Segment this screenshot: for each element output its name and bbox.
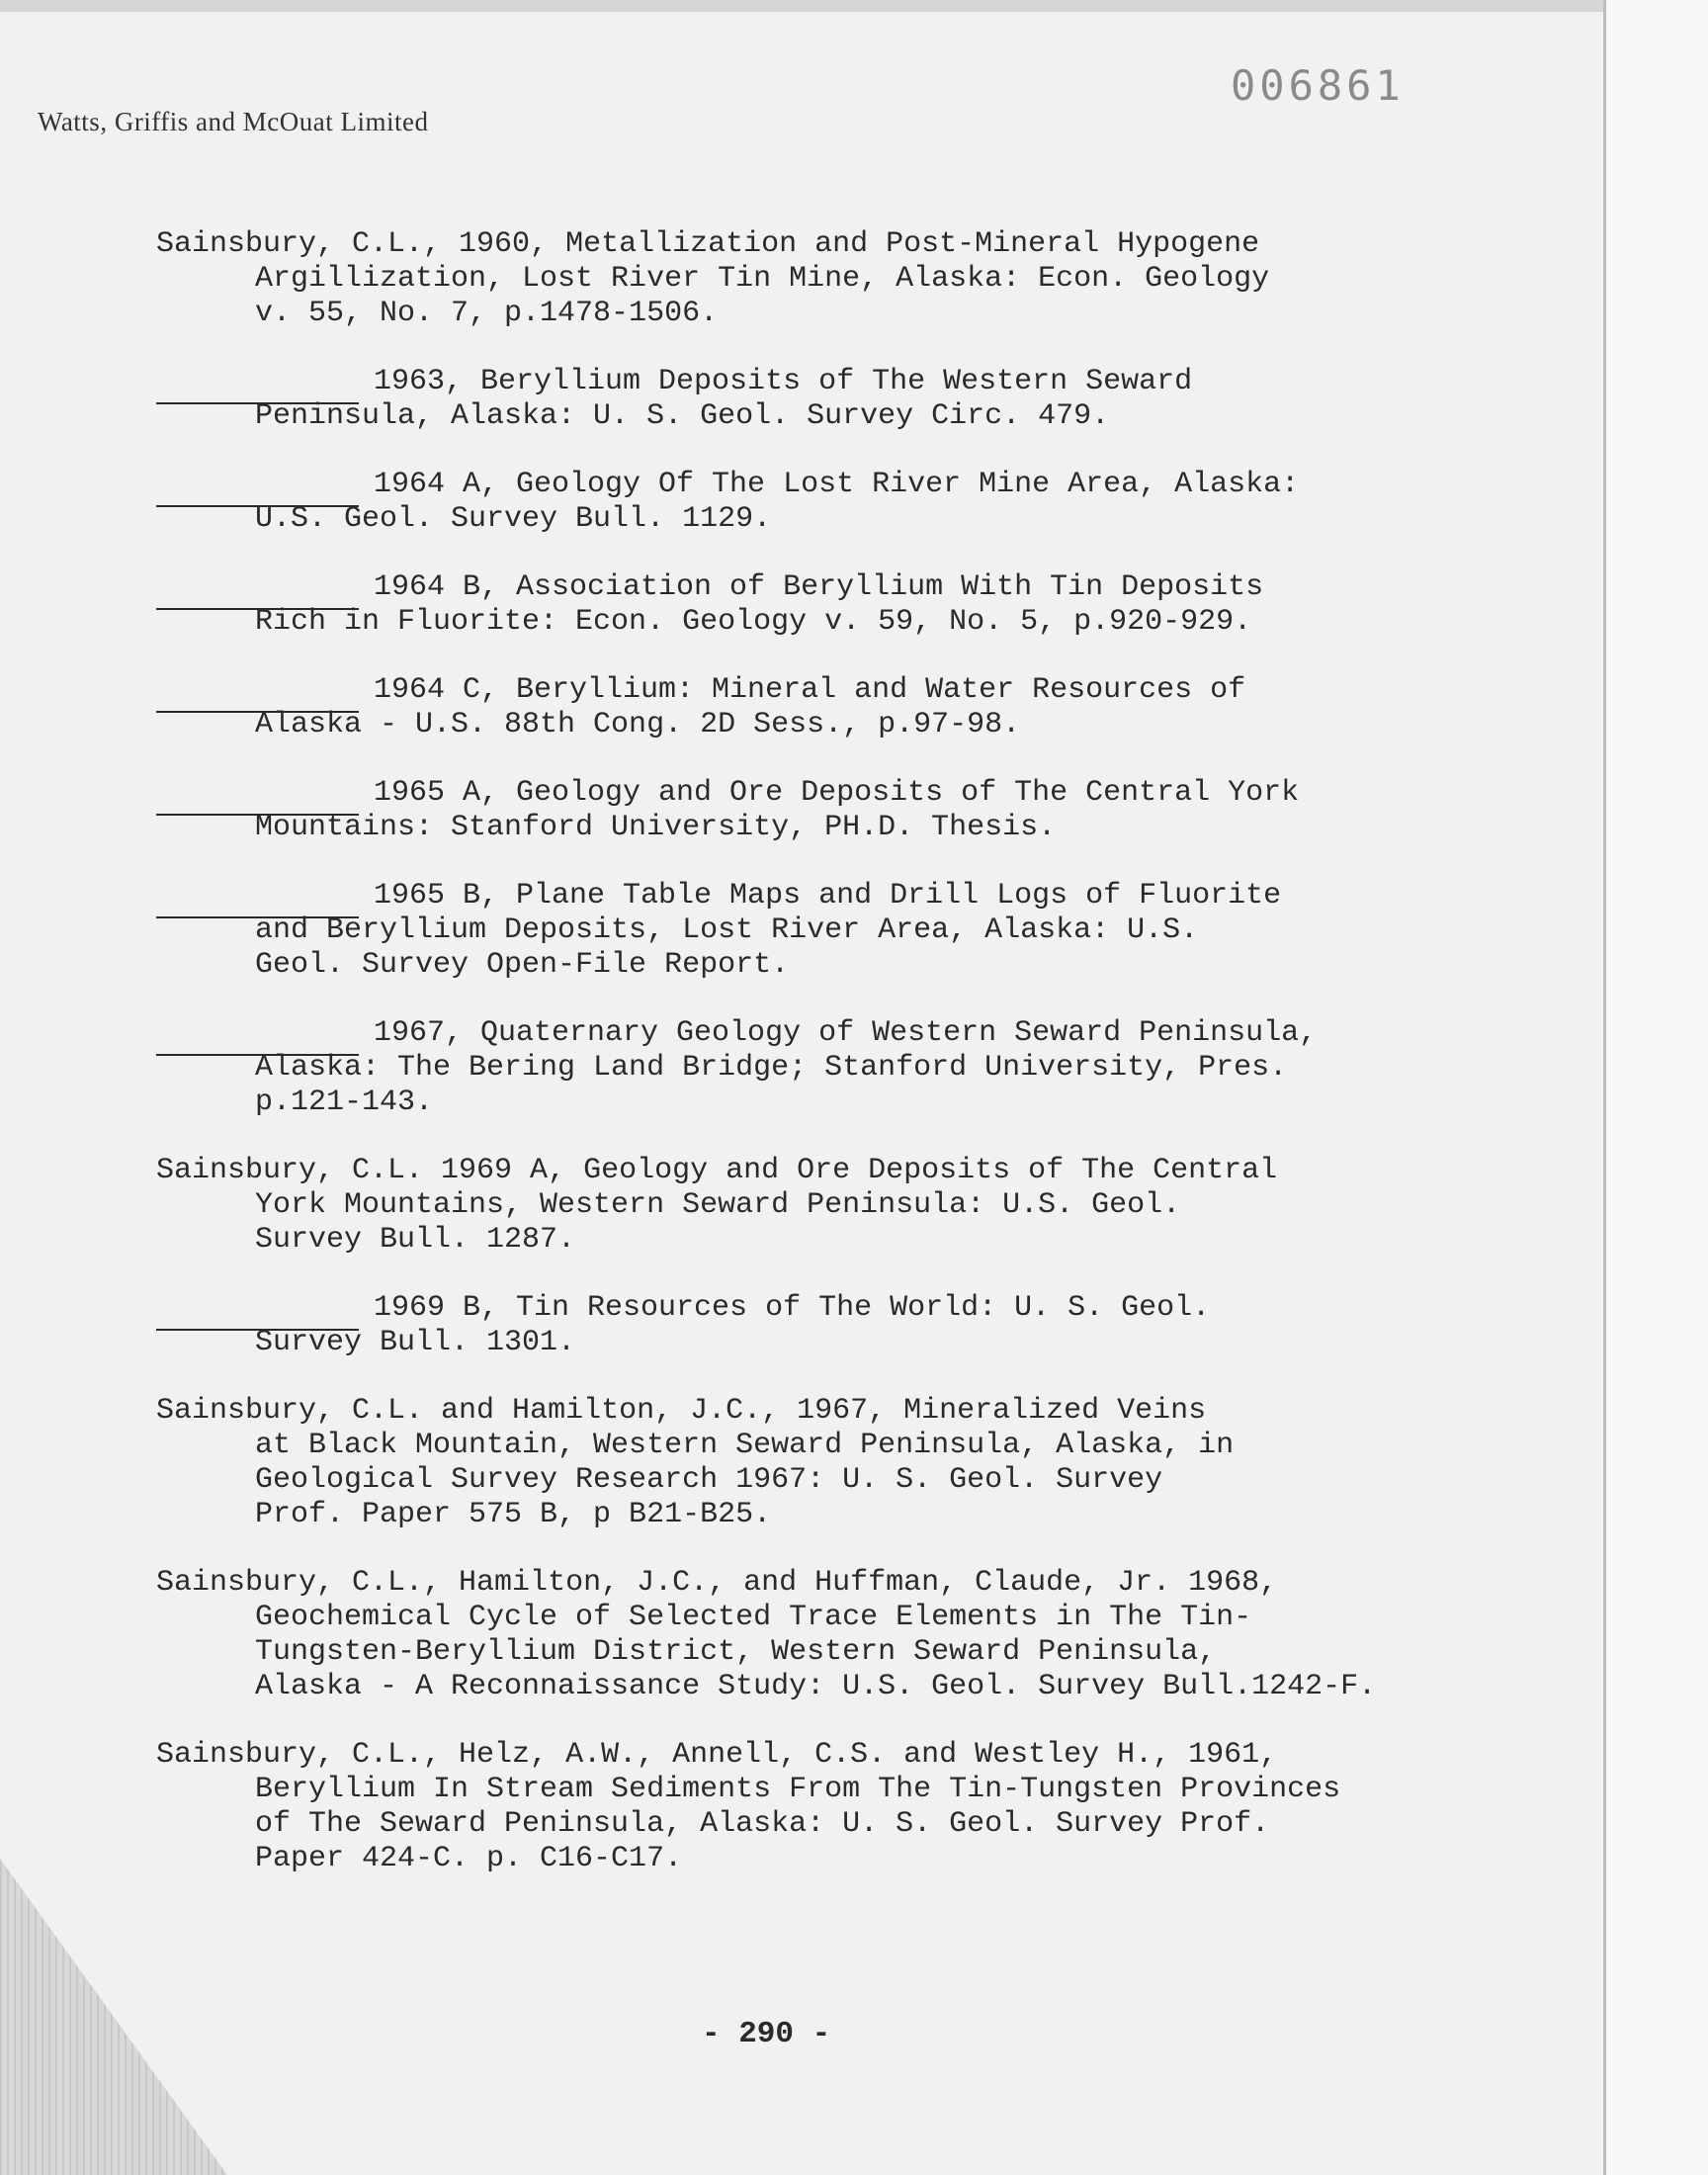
- reference-entry: [156, 1566, 1540, 1704]
- reference-line: U.S. Geol. Survey Bull. 1129.: [255, 502, 772, 536]
- reference-line: 1965 B, Plane Table Maps and Drill Logs of Fluorite: [374, 879, 1282, 913]
- reference-line: v. 55, No. 7, p.1478-1506.: [255, 297, 719, 330]
- reference-line: Sainsbury, C.L., 1960, Metallization and Post-Mineral Hypogene: [156, 227, 1260, 261]
- reference-line: Geol. Survey Open-File Report.: [255, 948, 790, 982]
- reference-line: Alaska - A Reconnaissance Study: U.S. Geol. Survey Bull.1242-F.: [255, 1670, 1377, 1703]
- reference-line: 1964 A, Geology Of The Lost River Mine Area, Alaska:: [374, 468, 1300, 501]
- reference-line: Survey Bull. 1301.: [255, 1326, 576, 1359]
- reference-line: 1969 B, Tin Resources of The World: U. S. Geol.: [374, 1291, 1211, 1325]
- page-number: - 290 -: [702, 2017, 831, 2051]
- reference-entry: [156, 468, 1540, 537]
- reference-line: 1963, Beryllium Deposits of The Western Seward: [374, 365, 1193, 398]
- reference-entry: [156, 673, 1540, 742]
- reference-entry: [156, 365, 1540, 434]
- reference-line: Sainsbury, C.L. and Hamilton, J.C., 1967, Mineralized Veins: [156, 1394, 1207, 1428]
- reference-line: Paper 424-C. p. C16-C17.: [255, 1842, 683, 1875]
- reference-line: p.121-143.: [255, 1086, 434, 1119]
- reference-line: Geochemical Cycle of Selected Trace Elements in The Tin-: [255, 1601, 1252, 1634]
- reference-line: and Beryllium Deposits, Lost River Area, Alaska: U.S.: [255, 914, 1199, 947]
- reference-line: Rich in Fluorite: Econ. Geology v. 59, No. 5, p.920-929.: [255, 605, 1252, 639]
- reference-line: 1965 A, Geology and Ore Deposits of The Central York: [374, 776, 1300, 810]
- reference-entry: [156, 1154, 1540, 1258]
- reference-list: [156, 227, 1540, 1910]
- reference-line: 1967, Quaternary Geology of Western Seward Peninsula,: [374, 1016, 1318, 1050]
- reference-line: at Black Mountain, Western Seward Peninsula, Alaska, in: [255, 1429, 1235, 1462]
- reference-line: Survey Bull. 1287.: [255, 1223, 576, 1257]
- reference-entry: [156, 570, 1540, 640]
- scan-top-strip: [0, 0, 1603, 12]
- reference-line: of The Seward Peninsula, Alaska: U. S. Geol. Survey Prof.: [255, 1807, 1270, 1841]
- document-stamp-number: 006861: [1231, 61, 1405, 110]
- reference-line: Peninsula, Alaska: U. S. Geol. Survey Circ. 479.: [255, 399, 1110, 433]
- reference-entry: [156, 879, 1540, 983]
- reference-line: Alaska - U.S. 88th Cong. 2D Sess., p.97-98.: [255, 708, 1021, 741]
- reference-line: Sainsbury, C.L., Helz, A.W., Annell, C.S. and Westley H., 1961,: [156, 1738, 1278, 1772]
- reference-line: 1964 C, Beryllium: Mineral and Water Resources of: [374, 673, 1246, 707]
- reference-entry: [156, 1291, 1540, 1360]
- reference-line: Beryllium In Stream Sediments From The Tin-Tungsten Provinces: [255, 1773, 1341, 1806]
- reference-line: 1964 B, Association of Beryllium With Tin Deposits: [374, 570, 1264, 604]
- reference-entry: [156, 227, 1540, 331]
- scan-background: [1606, 0, 1708, 2175]
- reference-line: York Mountains, Western Seward Peninsula: U.S. Geol.: [255, 1188, 1181, 1222]
- reference-line: Sainsbury, C.L. 1969 A, Geology and Ore Deposits of The Central: [156, 1154, 1278, 1187]
- reference-line: Sainsbury, C.L., Hamilton, J.C., and Huffman, Claude, Jr. 1968,: [156, 1566, 1278, 1600]
- reference-entry: [156, 1738, 1540, 1876]
- reference-line: Geological Survey Research 1967: U. S. Geol. Survey: [255, 1463, 1163, 1497]
- reference-line: Tungsten-Beryllium District, Western Seward Peninsula,: [255, 1635, 1217, 1669]
- reference-line: Mountains: Stanford University, PH.D. Thesis.: [255, 811, 1057, 844]
- reference-line: Prof. Paper 575 B, p B21-B25.: [255, 1498, 772, 1531]
- reference-line: Alaska: The Bering Land Bridge; Stanford University, Pres.: [255, 1051, 1288, 1085]
- reference-entry: [156, 776, 1540, 845]
- reference-line: Argillization, Lost River Tin Mine, Alaska: Econ. Geology: [255, 262, 1270, 296]
- reference-entry: [156, 1016, 1540, 1120]
- letterhead: Watts, Griffis and McOuat Limited: [38, 107, 429, 136]
- reference-entry: [156, 1394, 1540, 1532]
